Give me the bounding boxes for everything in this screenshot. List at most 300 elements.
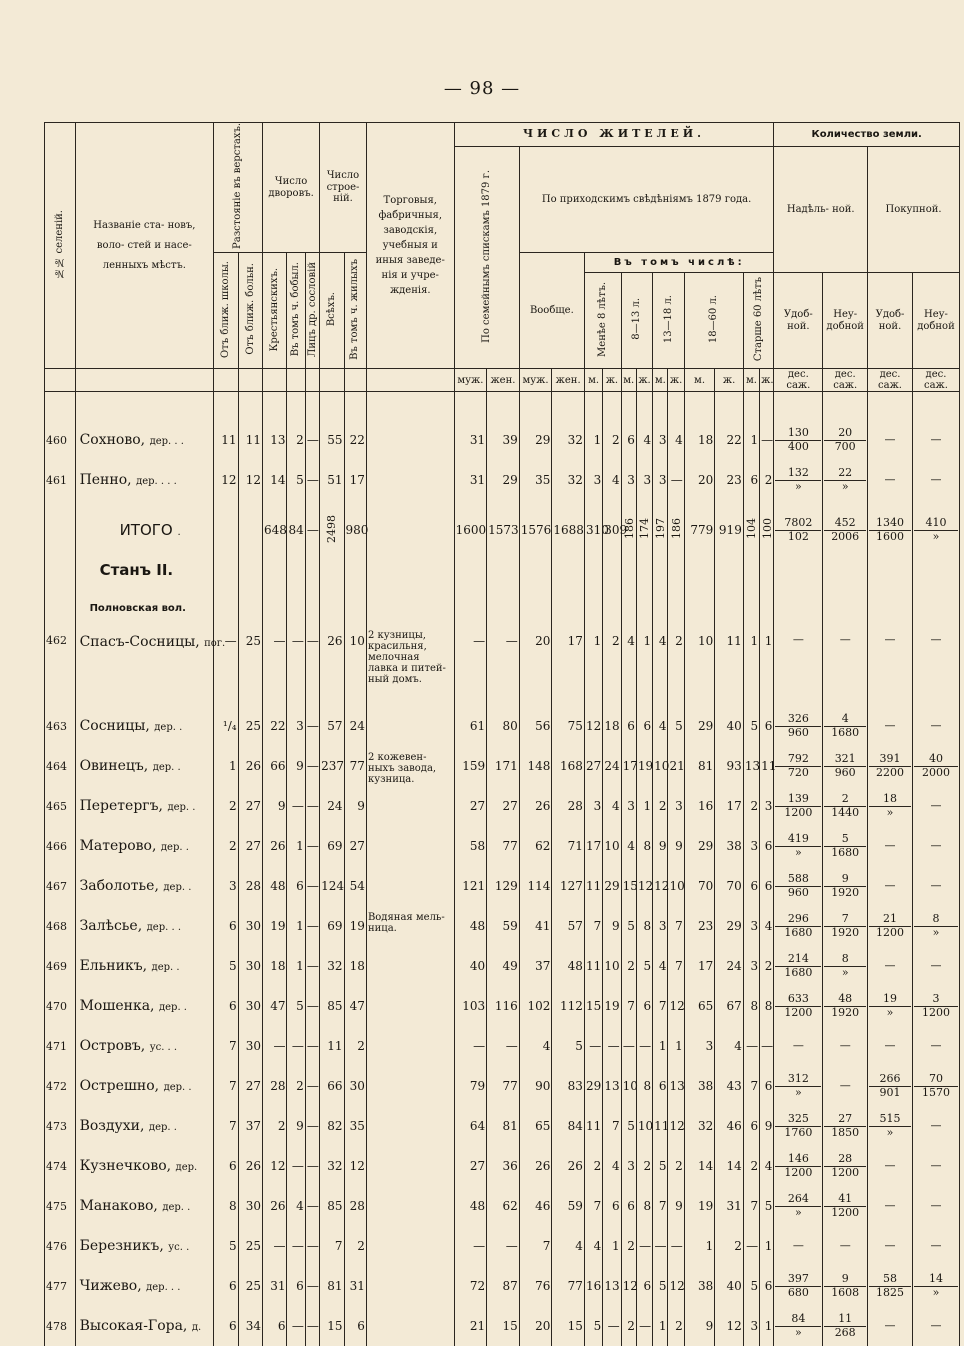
value-cell: 4 bbox=[636, 420, 652, 460]
value-cell: 10 bbox=[653, 746, 668, 786]
land-value: 27 bbox=[824, 1113, 866, 1127]
value-cell: 11 bbox=[715, 624, 744, 706]
value-cell: 46 bbox=[519, 1186, 552, 1226]
value-cell: 12 bbox=[653, 866, 668, 906]
value-cell: 8 bbox=[636, 1186, 652, 1226]
value-cell: 12 bbox=[668, 1266, 684, 1306]
place-name bbox=[75, 510, 214, 550]
value-cell: 22 bbox=[715, 420, 744, 460]
land-cell bbox=[823, 510, 868, 550]
value-cell: 3 bbox=[743, 946, 759, 986]
value-cell: 3 bbox=[653, 460, 668, 500]
value-cell: 25 bbox=[238, 624, 262, 706]
land-cell: — bbox=[868, 460, 913, 500]
value-cell: 6 bbox=[287, 1266, 305, 1306]
land-value: 325 bbox=[775, 1113, 821, 1127]
land-cell: — bbox=[868, 1186, 913, 1226]
value-cell: 9 bbox=[653, 826, 668, 866]
row-number: 476 bbox=[45, 1226, 76, 1266]
value-cell: — bbox=[305, 1106, 319, 1146]
value-cell: — bbox=[305, 1266, 319, 1306]
land-cell bbox=[868, 510, 913, 550]
value-cell: 93 bbox=[715, 746, 744, 786]
value-cell: 7 bbox=[743, 1186, 759, 1226]
land-value: 391 bbox=[869, 753, 911, 767]
value-cell: 27 bbox=[238, 786, 262, 826]
value-cell: 31 bbox=[454, 420, 487, 460]
value-cell: 12 bbox=[584, 706, 602, 746]
land-cell bbox=[912, 510, 959, 550]
value-cell: 26 bbox=[552, 1146, 585, 1186]
value-cell: — bbox=[263, 1226, 287, 1266]
value-cell: 19 bbox=[636, 746, 652, 786]
place-type: дер. . bbox=[163, 1082, 192, 1094]
value-cell: 2 bbox=[743, 1146, 759, 1186]
value-cell: 112 bbox=[552, 986, 585, 1026]
land-cell: — bbox=[912, 866, 959, 906]
table-body bbox=[45, 392, 960, 1346]
value-cell: 3 bbox=[214, 866, 238, 906]
value-cell: 5 bbox=[668, 706, 684, 746]
value-cell: 12 bbox=[668, 986, 684, 1026]
value-cell: 15 bbox=[621, 866, 636, 906]
land-cell bbox=[912, 746, 959, 786]
value-cell: 49 bbox=[487, 946, 520, 986]
land-value: 1825 bbox=[876, 1286, 905, 1300]
value-cell: — bbox=[603, 1306, 621, 1346]
value-cell: 40 bbox=[454, 946, 487, 986]
value-cell: 2 bbox=[263, 1106, 287, 1146]
value-cell: 18 bbox=[263, 946, 287, 986]
land-value: 84 bbox=[775, 1313, 821, 1327]
place-type: дер. bbox=[175, 1162, 198, 1174]
land-value: 410 bbox=[914, 517, 958, 531]
value-cell: 114 bbox=[519, 866, 552, 906]
value-cell: 4 bbox=[519, 1026, 552, 1066]
land-value: 1200 bbox=[921, 1006, 950, 1020]
header-under8: Менѣе 8 лѣтъ. bbox=[597, 281, 609, 357]
value-cell: 148 bbox=[519, 746, 552, 786]
place-name-text: Манаково, bbox=[79, 1198, 163, 1215]
place-name bbox=[75, 1146, 214, 1186]
land-cell bbox=[823, 1306, 868, 1346]
value-cell: — bbox=[305, 706, 319, 746]
value-cell: 27 bbox=[238, 826, 262, 866]
value-cell: 2 bbox=[603, 420, 621, 460]
value-cell: 1688 bbox=[552, 510, 585, 550]
land-cell bbox=[868, 786, 913, 826]
value-cell: — bbox=[305, 1146, 319, 1186]
land-cell: — bbox=[868, 706, 913, 746]
value-cell: 77 bbox=[344, 746, 366, 786]
value-cell: 28 bbox=[263, 1066, 287, 1106]
page-number: — 98 — bbox=[443, 78, 521, 99]
value-cell: 6 bbox=[743, 460, 759, 500]
place-type: дер. . . bbox=[149, 436, 184, 448]
trade-cell bbox=[366, 946, 454, 986]
value-cell: 1 bbox=[743, 624, 759, 706]
value-cell: 61 bbox=[454, 706, 487, 746]
place-type: дер. . . bbox=[146, 922, 181, 934]
value-cell: 62 bbox=[519, 826, 552, 866]
value-cell: 2 bbox=[603, 624, 621, 706]
value-cell: — bbox=[305, 460, 319, 500]
value-cell: 17 bbox=[715, 786, 744, 826]
value-cell bbox=[668, 510, 684, 550]
value-cell: 310 bbox=[584, 510, 602, 550]
table-row bbox=[45, 986, 960, 1026]
land-cell: — bbox=[912, 1106, 959, 1146]
value-cell: 1 bbox=[760, 624, 774, 706]
value-cell: — bbox=[305, 420, 319, 460]
value-cell: — bbox=[305, 826, 319, 866]
value-cell: 17 bbox=[621, 746, 636, 786]
land-cell: — bbox=[912, 1186, 959, 1226]
table-row bbox=[45, 1106, 960, 1146]
land-value: 1920 bbox=[831, 886, 860, 900]
value-cell: 22 bbox=[344, 420, 366, 460]
value-cell: 29 bbox=[584, 1066, 602, 1106]
value-cell: 12 bbox=[263, 1146, 287, 1186]
land-cell bbox=[823, 706, 868, 746]
value-cell: 4 bbox=[715, 1026, 744, 1066]
value-cell: 48 bbox=[454, 1186, 487, 1226]
value-cell: 69 bbox=[320, 906, 344, 946]
place-name bbox=[75, 1306, 214, 1346]
value-cell: 10 bbox=[668, 866, 684, 906]
value-cell: 11 bbox=[653, 1106, 668, 1146]
value-cell: — bbox=[287, 1146, 305, 1186]
value-cell: 59 bbox=[487, 906, 520, 946]
land-cell bbox=[774, 866, 823, 906]
value-cell: 30 bbox=[238, 906, 262, 946]
value-cell: 72 bbox=[454, 1266, 487, 1306]
place-name bbox=[75, 1026, 214, 1066]
value-cell: 6 bbox=[287, 866, 305, 906]
value-cell: 7 bbox=[320, 1226, 344, 1266]
land-value: 264 bbox=[775, 1193, 821, 1207]
land-cell bbox=[823, 1106, 868, 1146]
value-cell: 9 bbox=[760, 1106, 774, 1146]
value-cell: 27 bbox=[238, 1066, 262, 1106]
value-cell: 32 bbox=[552, 460, 585, 500]
place-name-text: Овинецъ, bbox=[79, 758, 153, 775]
value-cell: 1573 bbox=[487, 510, 520, 550]
place-type: дер. . bbox=[167, 802, 196, 814]
value-cell: — bbox=[305, 1226, 319, 1266]
value-cell: 18 bbox=[684, 420, 715, 460]
value-cell: 7 bbox=[519, 1226, 552, 1266]
land-cell bbox=[823, 826, 868, 866]
trade-cell bbox=[366, 1146, 454, 1186]
value-text: 2498 bbox=[325, 514, 339, 543]
place-type: дер. . bbox=[158, 1002, 187, 1014]
land-value: 146 bbox=[775, 1153, 821, 1167]
value-cell: 7 bbox=[743, 1066, 759, 1106]
value-cell: 2 bbox=[344, 1226, 366, 1266]
value-cell: 2 bbox=[760, 460, 774, 500]
value-cell: 29 bbox=[603, 866, 621, 906]
trade-cell bbox=[366, 706, 454, 746]
value-cell: — bbox=[305, 1186, 319, 1226]
value-cell: 4 bbox=[621, 624, 636, 706]
value-cell: 17 bbox=[684, 946, 715, 986]
land-cell bbox=[823, 946, 868, 986]
value-cell: — bbox=[214, 624, 238, 706]
value-cell: — bbox=[305, 866, 319, 906]
value-cell: 59 bbox=[552, 1186, 585, 1226]
value-cell: 3 bbox=[684, 1026, 715, 1066]
value-cell: 2 bbox=[214, 826, 238, 866]
land-value: 7 bbox=[824, 913, 866, 927]
value-cell: 38 bbox=[715, 826, 744, 866]
land-value: 1200 bbox=[784, 1166, 813, 1180]
place-name-text: Высокая-Гора, bbox=[79, 1318, 192, 1335]
trade-cell bbox=[366, 1226, 454, 1266]
value-cell: 8 bbox=[636, 906, 652, 946]
value-cell: 980 bbox=[344, 510, 366, 550]
value-cell: — bbox=[760, 1026, 774, 1066]
value-cell: 11 bbox=[238, 420, 262, 460]
value-cell: 1 bbox=[636, 624, 652, 706]
land-cell bbox=[774, 746, 823, 786]
value-cell: 26 bbox=[519, 1146, 552, 1186]
land-value: » bbox=[794, 480, 802, 494]
value-cell: 7 bbox=[653, 1186, 668, 1226]
land-value: 901 bbox=[879, 1086, 901, 1100]
value-cell: 77 bbox=[487, 1066, 520, 1106]
land-value: 9 bbox=[824, 1273, 866, 1287]
value-cell: 6 bbox=[344, 1306, 366, 1346]
value-cell: 31 bbox=[715, 1186, 744, 1226]
header-parish-info: По приходскимъ свѣдѣніямъ 1879 года. bbox=[541, 193, 752, 205]
value-cell: 26 bbox=[263, 826, 287, 866]
land-cell bbox=[912, 986, 959, 1026]
land-value: » bbox=[932, 1286, 940, 1300]
table-row bbox=[45, 1266, 960, 1306]
volost-title: Полновская вол. bbox=[89, 603, 186, 615]
place-name bbox=[75, 946, 214, 986]
value-cell: 35 bbox=[344, 1106, 366, 1146]
place-name bbox=[75, 906, 214, 946]
trade-cell bbox=[366, 786, 454, 826]
value-cell: 30 bbox=[238, 1186, 262, 1226]
land-value: 58 bbox=[869, 1273, 911, 1287]
land-value: 312 bbox=[775, 1073, 821, 1087]
trade-cell bbox=[366, 866, 454, 906]
value-cell: 27 bbox=[454, 1146, 487, 1186]
value-cell: 7 bbox=[214, 1106, 238, 1146]
value-text: 186 bbox=[669, 518, 683, 540]
land-cell bbox=[774, 1106, 823, 1146]
place-name bbox=[75, 786, 214, 826]
value-cell: 13 bbox=[668, 1066, 684, 1106]
row-number: 463 bbox=[45, 706, 76, 746]
land-cell: — bbox=[868, 1026, 913, 1066]
value-cell: 4 bbox=[668, 420, 684, 460]
value-cell: 29 bbox=[715, 906, 744, 946]
land-cell bbox=[774, 946, 823, 986]
value-cell: — bbox=[287, 786, 305, 826]
place-type: дер. . bbox=[152, 762, 181, 774]
value-cell: 8 bbox=[760, 986, 774, 1026]
land-cell bbox=[868, 1106, 913, 1146]
land-value: 296 bbox=[775, 913, 821, 927]
header-total: Вообще. bbox=[529, 305, 574, 317]
value-cell: 9 bbox=[684, 1306, 715, 1346]
header-land: Количество земли. bbox=[811, 128, 922, 140]
trade-cell bbox=[366, 420, 454, 460]
trade-cell bbox=[366, 1106, 454, 1146]
land-value: 268 bbox=[834, 1326, 856, 1340]
header-bldg-all: Всѣхъ. bbox=[326, 292, 338, 327]
land-value: » bbox=[794, 1326, 802, 1340]
header-in-that: Въ томъ числѣ: bbox=[613, 257, 745, 269]
value-cell: 2 bbox=[621, 946, 636, 986]
header-unusable: Неу- добной bbox=[826, 309, 864, 332]
value-cell: 124 bbox=[320, 866, 344, 906]
value-cell: 37 bbox=[519, 946, 552, 986]
value-cell: 5 bbox=[621, 906, 636, 946]
value-cell: 6 bbox=[760, 826, 774, 866]
value-cell: 30 bbox=[344, 1066, 366, 1106]
table-row bbox=[45, 706, 960, 746]
land-cell: — bbox=[823, 1226, 868, 1266]
place-name bbox=[75, 986, 214, 1026]
land-value: » bbox=[794, 846, 802, 860]
value-cell: — bbox=[668, 1226, 684, 1266]
land-cell bbox=[823, 866, 868, 906]
place-type: дер. . . bbox=[146, 1282, 181, 1294]
land-cell: — bbox=[868, 866, 913, 906]
land-cell bbox=[774, 786, 823, 826]
table-row bbox=[45, 866, 960, 906]
value-cell: — bbox=[603, 1026, 621, 1066]
value-cell bbox=[320, 510, 344, 550]
value-cell bbox=[743, 510, 759, 550]
trade-cell bbox=[366, 1026, 454, 1066]
value-cell: 1 bbox=[287, 906, 305, 946]
value-cell: — bbox=[636, 1026, 652, 1066]
value-cell: 20 bbox=[519, 1306, 552, 1346]
land-value: 1920 bbox=[831, 1006, 860, 1020]
value-cell: 40 bbox=[715, 706, 744, 746]
value-cell: — bbox=[287, 624, 305, 706]
header-distance: Разстояніе въ верстахъ. bbox=[232, 123, 244, 249]
value-cell: 37 bbox=[238, 1106, 262, 1146]
land-cell bbox=[774, 906, 823, 946]
value-cell: 22 bbox=[263, 706, 287, 746]
land-value: 1340 bbox=[869, 517, 911, 531]
row-number: 473 bbox=[45, 1106, 76, 1146]
land-cell bbox=[774, 986, 823, 1026]
value-cell: — bbox=[454, 624, 487, 706]
value-cell: 25 bbox=[238, 706, 262, 746]
value-cell: 28 bbox=[552, 786, 585, 826]
land-value: 397 bbox=[775, 1273, 821, 1287]
value-cell: 69 bbox=[320, 826, 344, 866]
trade-cell bbox=[366, 1066, 454, 1106]
value-cell: 55 bbox=[320, 420, 344, 460]
land-value: 1680 bbox=[784, 926, 813, 940]
land-cell bbox=[912, 1266, 959, 1306]
value-cell: — bbox=[305, 746, 319, 786]
value-cell: 2 bbox=[214, 786, 238, 826]
value-cell: 1 bbox=[653, 1306, 668, 1346]
value-cell: 13 bbox=[743, 746, 759, 786]
row-number: 470 bbox=[45, 986, 76, 1026]
land-cell bbox=[774, 1066, 823, 1106]
value-cell: 6 bbox=[214, 986, 238, 1026]
land-value: 792 bbox=[775, 753, 821, 767]
land-cell: — bbox=[912, 624, 959, 706]
value-cell: 48 bbox=[263, 866, 287, 906]
value-cell bbox=[214, 510, 238, 550]
land-value: 130 bbox=[775, 427, 821, 441]
value-cell: 15 bbox=[584, 986, 602, 1026]
value-cell: 82 bbox=[320, 1106, 344, 1146]
land-cell: — bbox=[912, 826, 959, 866]
value-cell: 10 bbox=[603, 826, 621, 866]
value-cell: 40 bbox=[715, 1266, 744, 1306]
place-name-text: Заболотье, bbox=[79, 878, 164, 895]
place-name bbox=[75, 866, 214, 906]
land-value: » bbox=[794, 1206, 802, 1220]
value-cell: 7 bbox=[653, 986, 668, 1026]
land-value: 139 bbox=[775, 793, 821, 807]
value-cell: 67 bbox=[715, 986, 744, 1026]
value-cell: 2 bbox=[668, 624, 684, 706]
value-cell: 79 bbox=[454, 1066, 487, 1106]
land-value: 515 bbox=[869, 1113, 911, 1127]
value-cell: 6 bbox=[603, 1186, 621, 1226]
value-cell: 70 bbox=[715, 866, 744, 906]
value-cell: 12 bbox=[715, 1306, 744, 1346]
land-value: 70 bbox=[914, 1073, 958, 1087]
place-type: дер. . bbox=[151, 962, 180, 974]
land-value: 40 bbox=[914, 753, 958, 767]
table-row bbox=[45, 1066, 960, 1106]
place-type: д. bbox=[191, 1322, 202, 1334]
value-cell: 9 bbox=[668, 826, 684, 866]
header-name: Названіе ста- новъ, воло- стей и насе- ленныхъ мѣстъ. bbox=[93, 219, 196, 271]
trade-cell: 2 кожевен- ныхъ завода, кузница. bbox=[366, 746, 454, 786]
value-cell: 15 bbox=[552, 1306, 585, 1346]
land-cell bbox=[823, 460, 868, 500]
place-name bbox=[75, 1186, 214, 1226]
land-value: 1920 bbox=[831, 926, 860, 940]
value-cell: — bbox=[636, 1306, 652, 1346]
header-usable: Удоб- ной. bbox=[783, 309, 813, 332]
land-value: 1200 bbox=[876, 926, 905, 940]
value-cell: 36 bbox=[487, 1146, 520, 1186]
place-name bbox=[75, 1226, 214, 1266]
value-cell: 65 bbox=[519, 1106, 552, 1146]
row-number: 462 bbox=[45, 624, 76, 706]
land-value: 11 bbox=[824, 1313, 866, 1327]
value-cell: 6 bbox=[621, 420, 636, 460]
value-cell: 11 bbox=[760, 746, 774, 786]
trade-cell bbox=[366, 510, 454, 550]
row-number: 469 bbox=[45, 946, 76, 986]
table-row bbox=[45, 1146, 960, 1186]
row-number bbox=[45, 510, 76, 550]
land-value: 588 bbox=[775, 873, 821, 887]
value-cell: 6 bbox=[636, 1266, 652, 1306]
land-value: 132 bbox=[775, 467, 821, 481]
value-cell: 15 bbox=[487, 1306, 520, 1346]
value-cell: 3 bbox=[760, 786, 774, 826]
